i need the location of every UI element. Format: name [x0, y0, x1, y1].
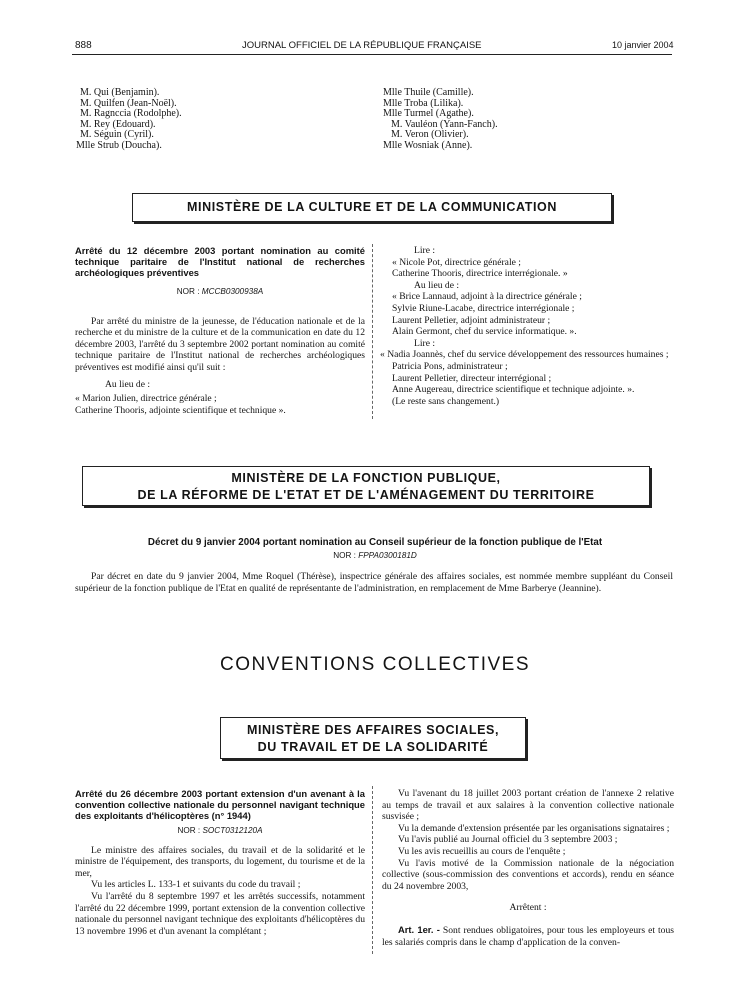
decree-paragraph: Vu l'avenant du 18 juillet 2003 portant création de l'annexe 2 relative au temps de travail et aux salaires à la convention collective nationale susvisée ;	[382, 788, 674, 823]
names-right-list	[383, 88, 498, 152]
list-item: M. Quilfen (Jean-Noël).	[80, 97, 177, 109]
nor-reference	[75, 287, 365, 296]
au-lieu-de-label: Au lieu de :	[105, 378, 151, 390]
arretent-label: Arrêtent :	[509, 902, 547, 914]
ministry-box-fonction-publique	[82, 466, 650, 506]
nor-reference	[75, 826, 365, 835]
list-item: Au lieu de :	[414, 279, 460, 291]
list-item: Mlle Turmel (Agathe).	[383, 108, 474, 120]
column-divider	[372, 786, 373, 954]
list-item: « Brice Lannaud, adjoint à la directrice générale ;	[392, 291, 582, 303]
list-item: Patricia Pons, administrateur ;	[392, 360, 508, 372]
journal-title: JOURNAL OFFICIEL DE LA RÉPUBLIQUE FRANÇAISE	[242, 40, 482, 51]
decree-paragraph: Vu l'avis motivé de la Commission nationale de la négociation collective (sous-commission des conventions et accords), rendu en séance du 24 novembre 2003,	[382, 857, 674, 892]
list-item: « Marion Julien, directrice générale ;	[75, 393, 217, 405]
nor-reference	[75, 551, 675, 560]
section-heading-conventions: CONVENTIONS COLLECTIVES	[219, 654, 531, 675]
list-item: M. Séguin (Cyril).	[80, 129, 154, 141]
ministry-heading: MINISTÈRE DE LA FONCTION PUBLIQUE,	[231, 471, 501, 485]
header-rule	[72, 54, 672, 55]
decree-title: Arrêté du 26 décembre 2003 portant extension d'un avenant à la convention collective nationale du personnel navigant technique des exploitants d'hélicoptères (n° 1944)	[75, 788, 365, 822]
decree-paragraph: Vu les articles L. 133-1 et suivants du code du travail ;	[91, 879, 301, 891]
section1-left-column	[75, 245, 365, 416]
nor-code: SOCT0312120A	[202, 825, 263, 835]
list-item: Sylvie Riune-Lacabe, directrice interrégionale ;	[392, 302, 575, 314]
ministry-heading: MINISTÈRE DE LA CULTURE ET DE LA COMMUNICATION	[187, 200, 557, 214]
list-item: Laurent Pelletier, adjoint administrateur ;	[392, 314, 551, 326]
names-left-list	[76, 87, 182, 152]
article-text: Sont rendues obligatoires, pour tous les employeurs et tous les salariés compris dans le champ d'application de la conven-	[382, 924, 674, 948]
list-item: Lire :	[414, 245, 436, 256]
article-label: Art. 1er. -	[398, 923, 440, 935]
nor-label: NOR :	[333, 551, 356, 560]
list-item: « Nadia Joannès, chef du service développement des ressources humaines ;	[380, 349, 669, 361]
list-item: M. Rey (Edouard).	[80, 118, 156, 130]
decree-paragraph: Vu la demande d'extension présentée par les organisations signataires ;	[398, 822, 670, 834]
ministry-box-culture	[132, 193, 612, 222]
column-divider	[372, 244, 373, 419]
ministry-heading: MINISTÈRE DES AFFAIRES SOCIALES,	[246, 723, 500, 737]
list-item: M. Veron (Olivier).	[391, 129, 469, 141]
list-item: Catherine Thooris, directrice interrégionale. »	[392, 268, 568, 280]
list-item: « Nicole Pot, directrice générale ;	[392, 256, 521, 268]
ministry-heading: DU TRAVAIL ET DE LA SOLIDARITÉ	[257, 740, 489, 754]
decree-paragraph: Par arrêté du ministre de la jeunesse, de l'éducation nationale et de la recherche et du ministre de la culture et de la communication en date du 12 décembre 2003, l'arrêté du 3 septembre 2002 portant nomination au comité technique paritaire de l'Institut national de recherches archéologiques préventives est modifié ainsi qu'il suit :	[75, 315, 365, 373]
list-item: Mlle Wosniak (Anne).	[383, 139, 473, 151]
decree-paragraph: Vu l'avis publié au Journal officiel du 3 septembre 2003 ;	[398, 834, 618, 846]
section3-left-column	[75, 788, 365, 937]
nor-code: FPPA0300181D	[358, 551, 417, 560]
list-item: Mlle Strub (Doucha).	[76, 139, 162, 151]
list-item: Alain Germont, chef du service informatique. ».	[392, 326, 577, 338]
ministry-heading: DE LA RÉFORME DE L'ETAT ET DE L'AMÉNAGEMENT DU TERRITOIRE	[137, 488, 595, 502]
nor-label: NOR :	[176, 286, 200, 296]
decree-paragraph: Vu les avis recueillis au cours de l'enquête ;	[398, 845, 566, 857]
article-1	[382, 924, 674, 948]
list-item: M. Qui (Benjamin).	[80, 87, 160, 98]
section3-right-column	[382, 788, 674, 948]
list-item: (Le reste sans changement.)	[392, 395, 500, 407]
list-item: M. Vauléon (Yann-Fanch).	[391, 118, 498, 130]
decree-paragraph: Par décret en date du 9 janvier 2004, Mme Roquel (Thérèse), inspectrice générale des affaires sociales, est nommée membre suppléant du Conseil supérieur de la fonction publique de l'Etat en qualité de représentante de l'administration, en remplacement de Mme Barberye (Jeannine).	[75, 571, 673, 594]
list-item: Anne Augereau, directrice scientifique et technique adjointe. ».	[392, 384, 635, 396]
nor-label: NOR :	[177, 825, 201, 835]
list-item: Laurent Pelletier, directeur interrégional ;	[392, 372, 552, 384]
decree-paragraph: Vu l'arrêté du 8 septembre 1997 et les arrêtés successifs, notamment l'arrêté du 22 décembre 1999, portant extension de la convention collective nationale du personnel navigant technique des exploitants d'hélicoptères du 13 novembre 1996 et d'un avenant la complétant ;	[75, 890, 365, 937]
list-item: Lire :	[414, 337, 436, 349]
list-item: Mlle Thuile (Camille).	[383, 87, 474, 98]
list-item: Mlle Troba (Lilika).	[383, 97, 464, 109]
list-item: Catherine Thooris, adjointe scientifique et technique ».	[75, 404, 286, 416]
nor-code: MCCB0300938A	[201, 286, 264, 296]
page-number: 888	[75, 40, 92, 51]
section1-right-column	[380, 245, 674, 407]
issue-date: 10 janvier 2004	[612, 40, 674, 50]
decree-title: Arrêté du 12 décembre 2003 portant nomination au comité technique paritaire de l'Institut national de recherches archéologiques préventives	[75, 245, 365, 279]
ministry-box-affaires-sociales	[220, 717, 526, 759]
decree-paragraph: Le ministre des affaires sociales, du travail et de la solidarité et le ministre de l'équipement, des transports, du logement, du tourisme et de la mer,	[75, 844, 365, 879]
list-item: M. Ragnccia (Rodolphe).	[80, 108, 182, 120]
decree-title: Décret du 9 janvier 2004 portant nomination au Conseil supérieur de la fonction publique de l'Etat	[147, 537, 603, 548]
